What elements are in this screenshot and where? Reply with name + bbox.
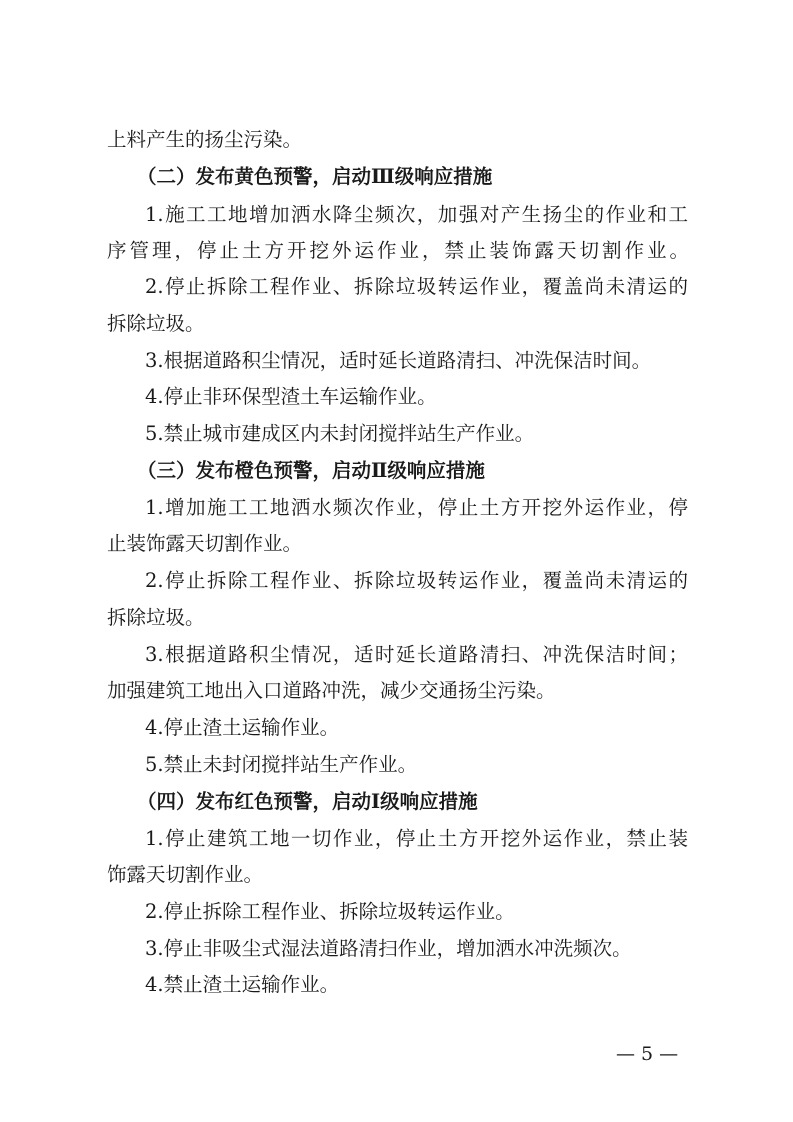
- paragraph-line: 3.根据道路积尘情况，适时延长道路清扫、冲洗保洁时间；: [145, 643, 688, 666]
- paragraph-line: 拆除垃圾。: [107, 606, 205, 629]
- paragraph-line: 2.停止拆除工程作业、拆除垃圾转运作业，覆盖尚未清运的: [145, 275, 688, 298]
- paragraph-line: 3.停止非吸尘式湿法道路清扫作业，增加洒水冲洗频次。: [145, 937, 632, 960]
- paragraph-line: 4.停止非环保型渣土车运输作业。: [145, 385, 437, 408]
- paragraph-line: 5.禁止城市建成区内未封闭搅拌站生产作业。: [145, 422, 535, 445]
- paragraph-line: 3.根据道路积尘情况，适时延长道路清扫、冲洗保洁时间。: [145, 349, 652, 372]
- paragraph-line: 2.停止拆除工程作业、拆除垃圾转运作业。: [145, 900, 515, 923]
- page-number: — 5 —: [616, 1043, 679, 1065]
- paragraph-line: 2.停止拆除工程作业、拆除垃圾转运作业，覆盖尚未清运的: [145, 569, 688, 592]
- paragraph-line: 4.停止渣土运输作业。: [145, 716, 340, 739]
- paragraph-line: 1.增加施工工地洒水频次作业，停止土方开挖外运作业，停: [145, 496, 688, 519]
- paragraph-line: 加强建筑工地出入口道路冲洗，减少交通扬尘污染。: [107, 679, 556, 702]
- section-heading-yellow: （二）发布黄色预警，启动Ⅲ级响应措施: [137, 165, 493, 188]
- section-heading-red: （四）发布红色预警，启动Ⅰ级响应措施: [137, 790, 478, 813]
- paragraph-line: 拆除垃圾。: [107, 312, 205, 335]
- paragraph-line: 序管理，停止土方开挖外运作业，禁止装饰露天切割作业。: [107, 239, 689, 262]
- paragraph-line: 上料产生的扬尘污染。: [107, 128, 303, 151]
- paragraph-line: 1.停止建筑工地一切作业，停止土方开挖外运作业，禁止装: [145, 827, 688, 850]
- paragraph-line: 1.施工工地增加洒水降尘频次，加强对产生扬尘的作业和工: [145, 203, 688, 226]
- paragraph-line: 4.禁止渣土运输作业。: [145, 973, 340, 996]
- paragraph-line: 5.禁止未封闭搅拌站生产作业。: [145, 753, 418, 776]
- paragraph-line: 止装饰露天切割作业。: [107, 532, 303, 555]
- section-heading-orange: （三）发布橙色预警，启动Ⅱ级响应措施: [137, 459, 485, 482]
- paragraph-line: 饰露天切割作业。: [107, 863, 264, 886]
